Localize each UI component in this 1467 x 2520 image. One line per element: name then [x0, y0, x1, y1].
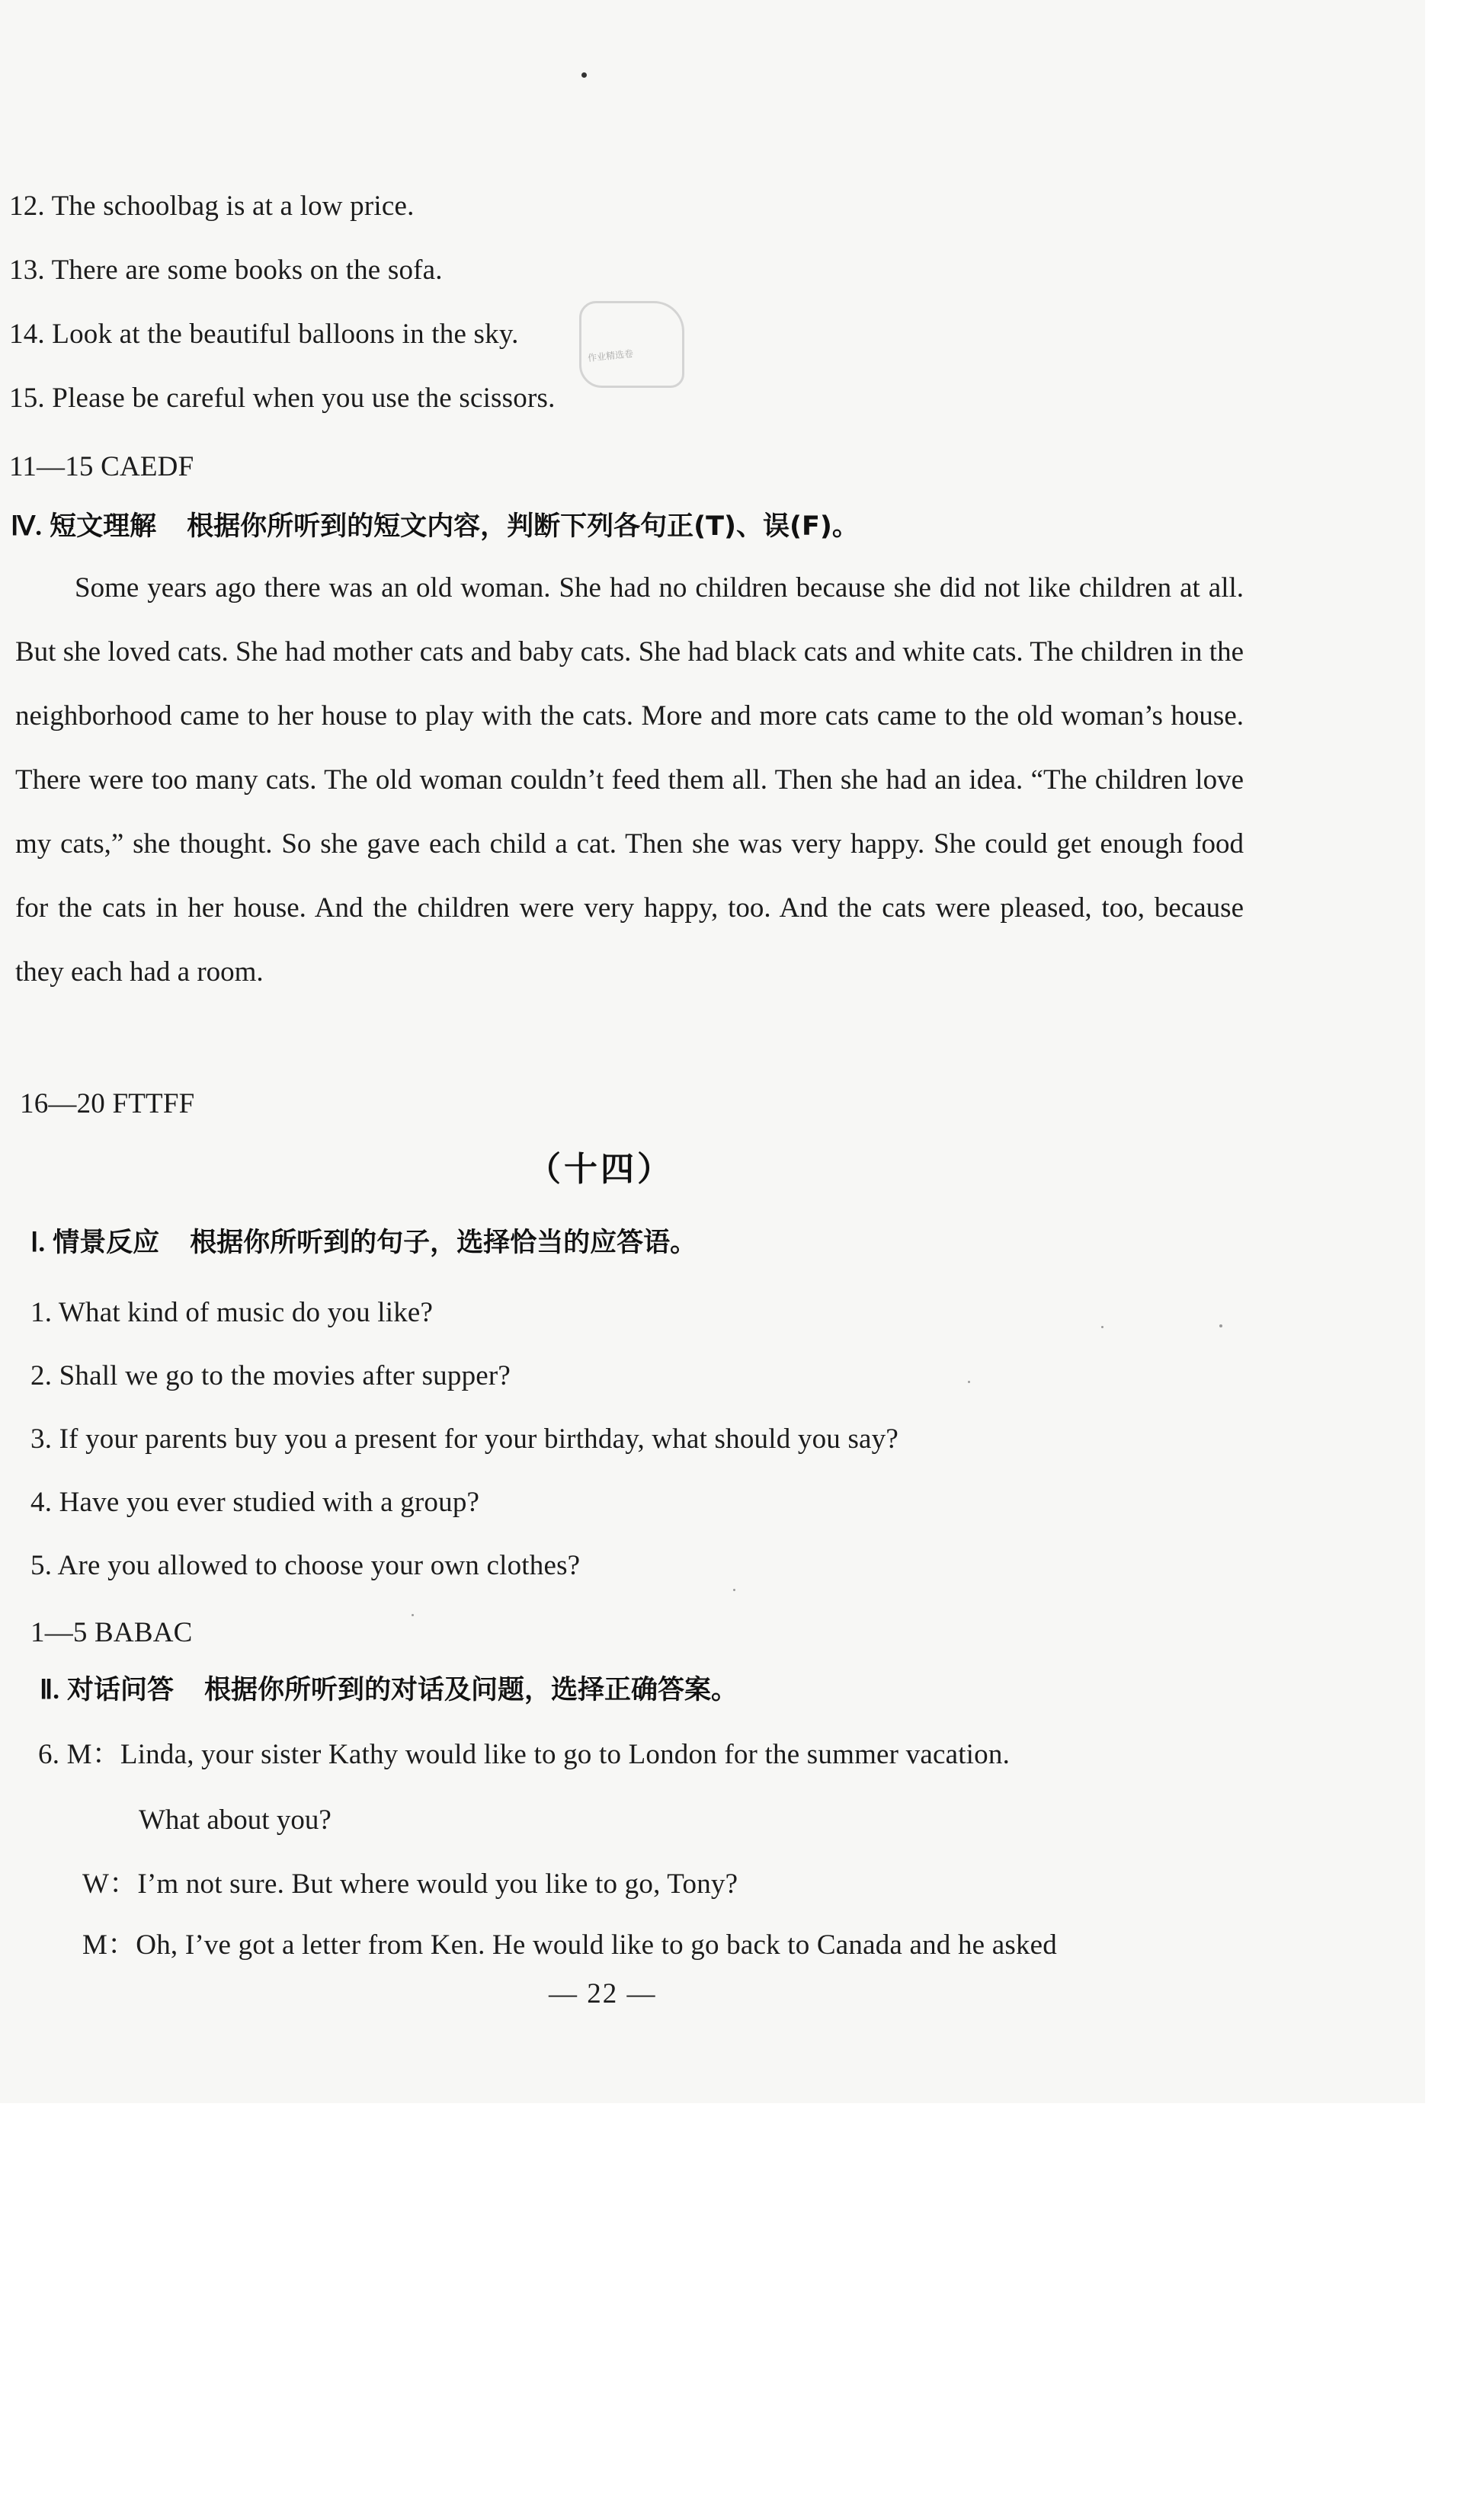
- dialogue-line-1: 6. M：Linda, your sister Kathy would like to go to London for the summer vacation.: [38, 1739, 1011, 1770]
- stamp-text: 作业精选卷: [587, 347, 634, 364]
- page-number: — 22 —: [549, 1978, 657, 2009]
- sentence-15: 15. Please be careful when you use the scissors.: [9, 383, 556, 414]
- sentence-12: 12. The schoolbag is at a low price.: [9, 191, 415, 222]
- scan-speck: [1101, 1326, 1103, 1328]
- scan-speck: [1219, 1324, 1222, 1327]
- scan-speck: [968, 1381, 970, 1383]
- section-2-label: 对话问答: [66, 1675, 174, 1705]
- watermark-stamp: [579, 301, 684, 388]
- print-dot: [581, 72, 587, 78]
- question-3: 3. If your parents buy you a present for your birthday, what should you say?: [30, 1423, 898, 1455]
- section-4-instruction: 根据你所听到的短文内容，判断下列各句正(T)、误(F)。: [187, 511, 859, 542]
- section-4-heading: [11, 509, 859, 544]
- sentence-13: 13. There are some books on the sofa.: [9, 255, 443, 286]
- section-2-numeral: Ⅱ.: [40, 1675, 59, 1705]
- dialogue-line-3: W：I’m not sure. But where would you like to go, Tony?: [82, 1868, 738, 1900]
- section-1-heading: [30, 1225, 697, 1260]
- question-4: 4. Have you ever studied with a group?: [30, 1487, 480, 1518]
- sentence-14: 14. Look at the beautiful balloons in the sky.: [9, 319, 519, 350]
- section-1-instruction: 根据你所听到的句子，选择恰当的应答语。: [190, 1228, 697, 1258]
- question-2: 2. Shall we go to the movies after supper?: [30, 1360, 511, 1391]
- section-4-numeral: Ⅳ.: [11, 511, 43, 541]
- section-2-instruction: 根据你所听到的对话及问题，选择正确答案。: [204, 1675, 738, 1705]
- unit-title: （十四）: [527, 1150, 674, 1189]
- section-1-numeral: Ⅰ.: [30, 1228, 46, 1257]
- dialogue-line-4: M：Oh, I’ve got a letter from Ken. He would like to go back to Canada and he asked: [82, 1929, 1057, 1961]
- section-4-label: 短文理解: [50, 511, 157, 542]
- question-5: 5. Are you allowed to choose your own clothes?: [30, 1550, 581, 1581]
- section-1-label: 情景反应: [53, 1228, 160, 1258]
- section-2-heading: [40, 1673, 738, 1708]
- dialogue-line-2: What about you?: [139, 1804, 332, 1836]
- reading-passage: Some years ago there was an old woman. She had no children because she did not like children at all. But she loved cats. She had mother cats and baby cats. She had black cats and white cats. The children in the neighborhood came to her house to play with the cats. More and more cats came to the old woman’s house. There were too many cats. The old woman couldn’t feed them all. Then she had an idea. “The children love my cats,” she thought. So she gave each child a cat. Then she was very happy. She could get enough food for the cats in her house. And the children were very happy, too. And the cats were pleased, too, because they each had a room.: [15, 572, 1244, 988]
- scan-speck: [733, 1589, 735, 1591]
- answer-16-20: 16—20 FTTFF: [20, 1088, 195, 1119]
- answer-11-15: 11—15 CAEDF: [9, 451, 194, 482]
- answer-1-5: 1—5 BABAC: [30, 1617, 193, 1648]
- scan-speck: [412, 1614, 414, 1616]
- bottom-margin: [0, 2103, 1467, 2520]
- question-1: 1. What kind of music do you like?: [30, 1297, 434, 1328]
